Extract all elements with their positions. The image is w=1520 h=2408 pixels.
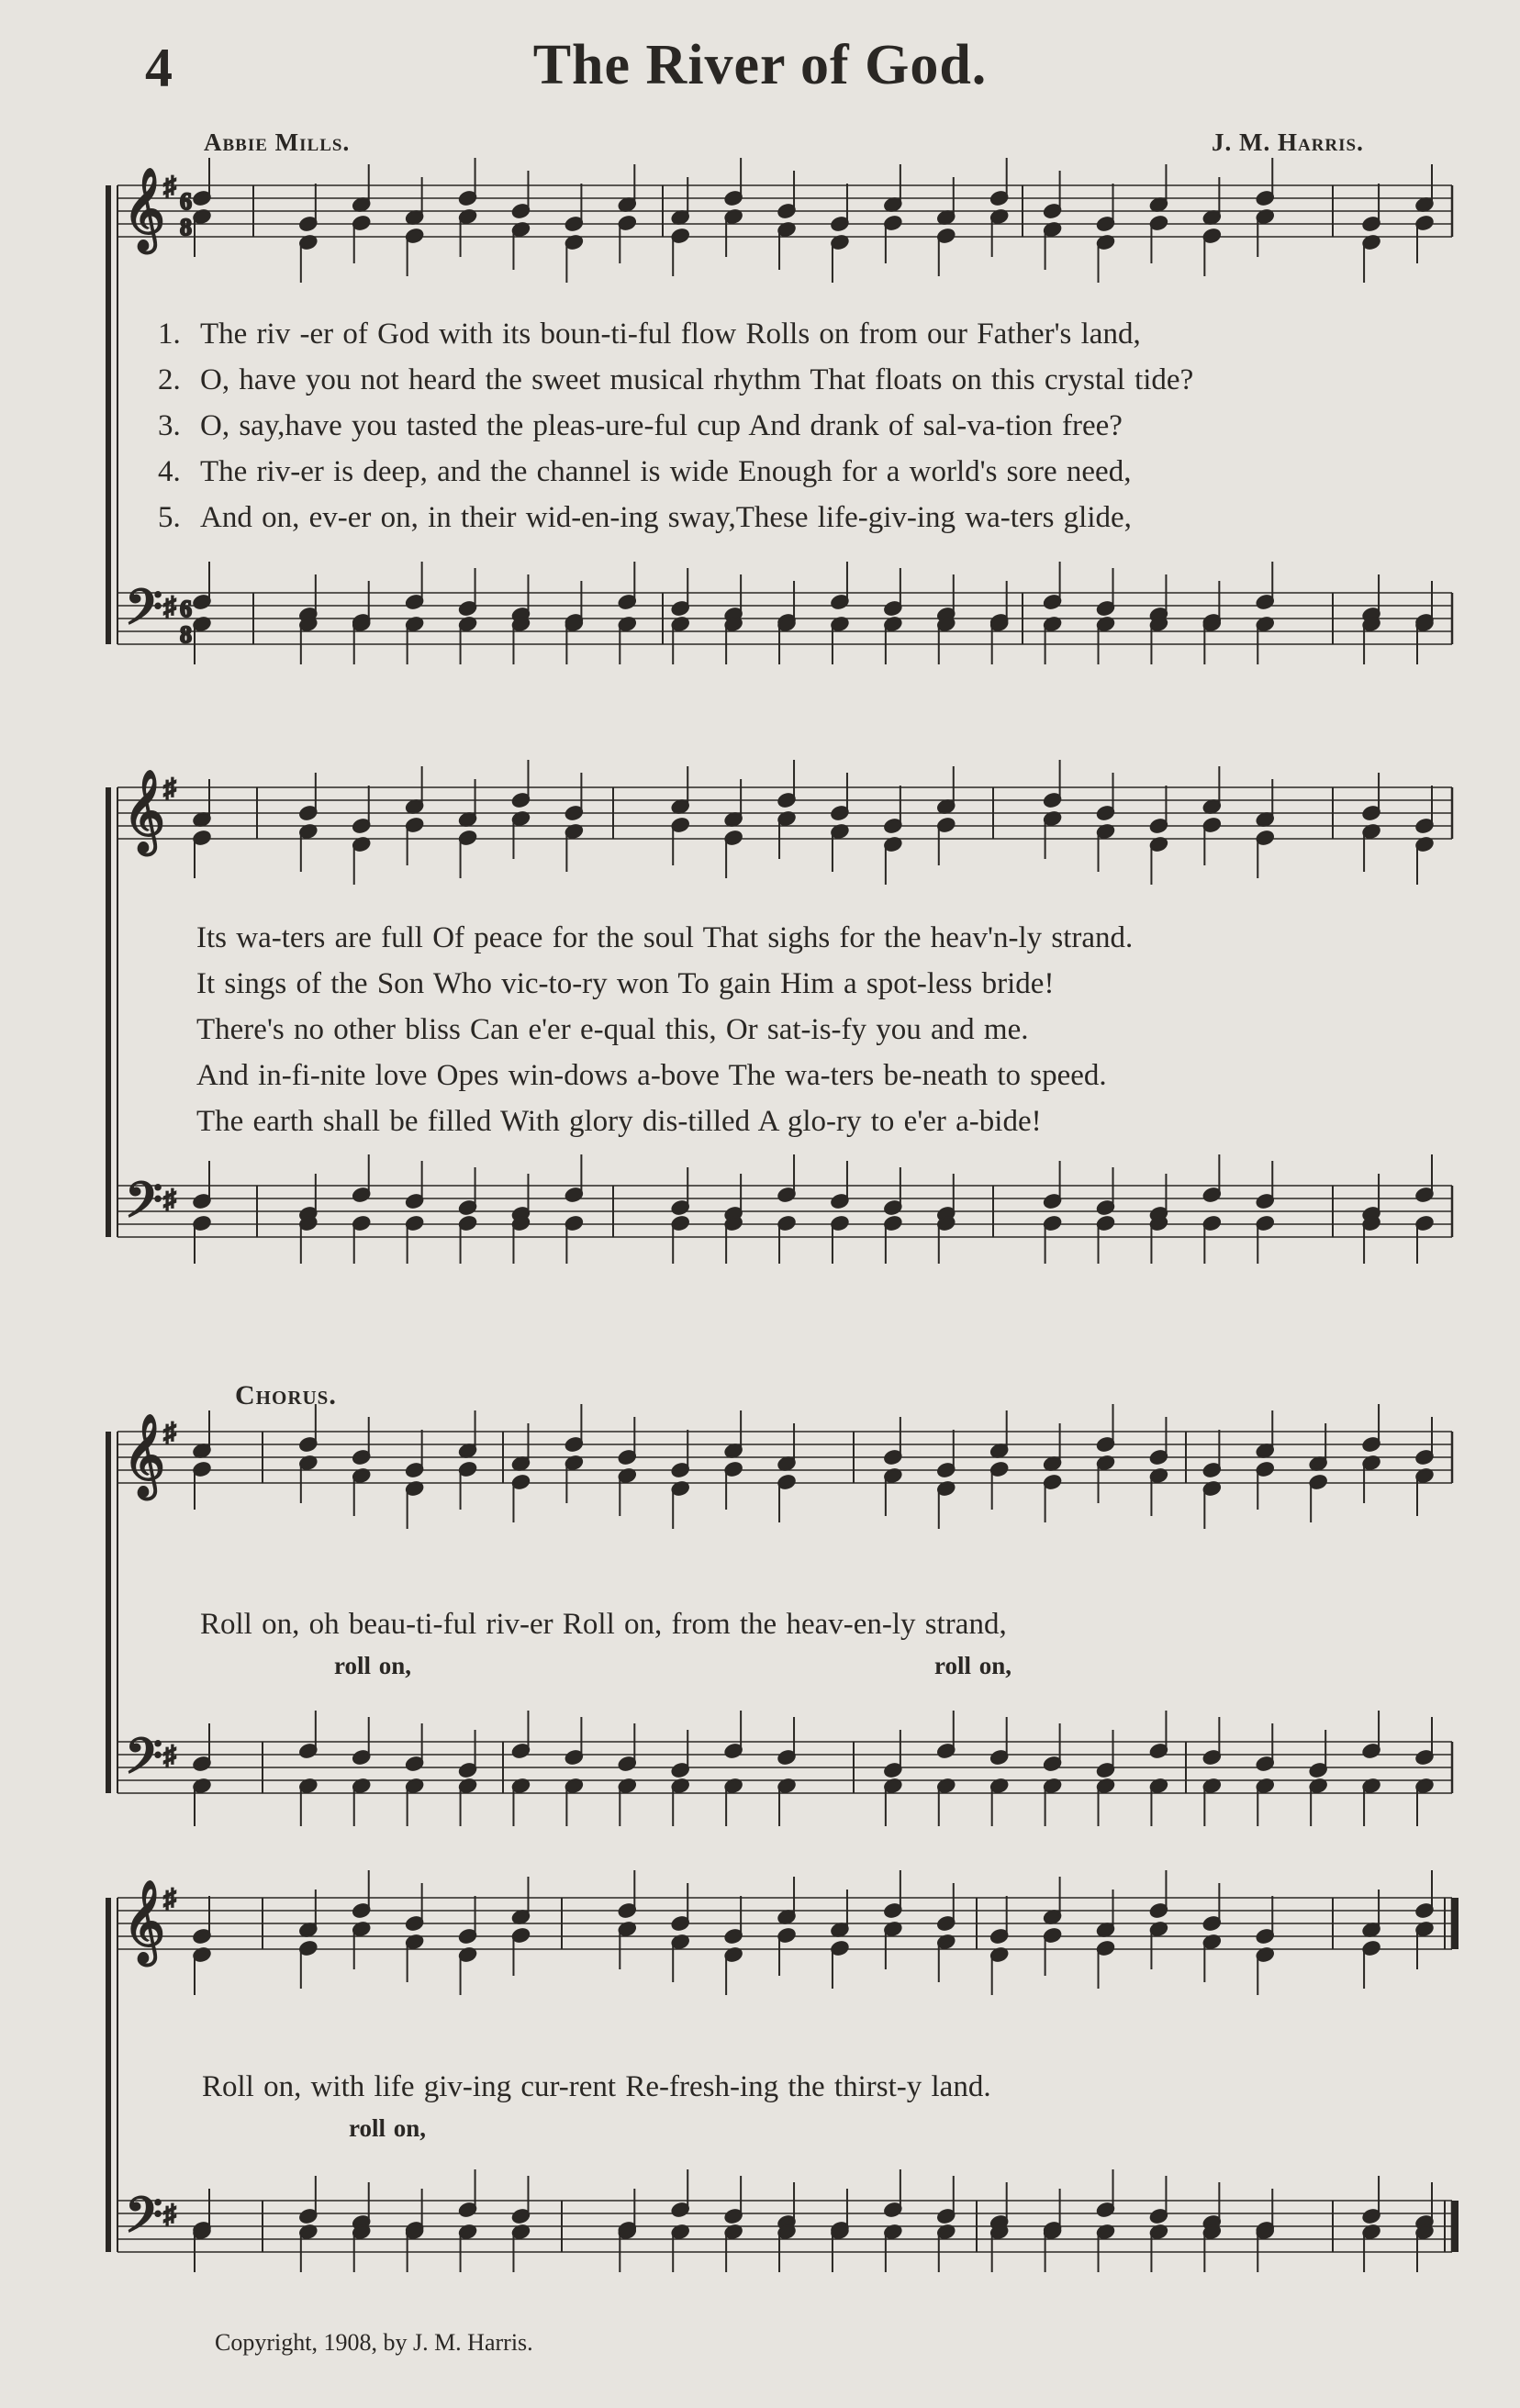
- bass-clef-icon: 𝄢: [125, 2188, 163, 2256]
- verse-5-line-1: 5. And on, ev-er on, in their wid-en-ing sway,These life-giv-ing wa-ters glide,: [158, 501, 1132, 534]
- hymn-title: The River of God.: [532, 34, 988, 96]
- treble-clef-icon: 𝄞: [123, 770, 166, 853]
- treble-clef-icon: 𝄞: [123, 1414, 166, 1497]
- sharp-icon: ♯: [163, 1186, 176, 1214]
- verse-number: 1.: [158, 318, 181, 351]
- composer-credit: J. M. Harris.: [1212, 128, 1364, 156]
- verse-1-line-2: Its wa-ters are full Of peace for the soul That sighs for the heav'n-ly strand.: [196, 921, 1134, 954]
- verse-number: 4.: [158, 455, 181, 488]
- bass-clef-icon: 𝄢: [125, 1173, 163, 1241]
- time-signature: 8: [180, 214, 192, 240]
- treble-clef-icon: 𝄞: [123, 1880, 166, 1963]
- bass-clef-icon: 𝄢: [125, 580, 163, 648]
- copyright-notice: Copyright, 1908, by J. M. Harris.: [215, 2329, 533, 2356]
- chorus-echo-1: roll on,: [334, 1652, 412, 1679]
- sharp-icon: ♯: [163, 593, 176, 621]
- treble-clef-icon: 𝄞: [123, 168, 166, 251]
- sharp-icon: ♯: [163, 1885, 176, 1913]
- verse-number: 5.: [158, 501, 181, 534]
- chorus-echo-3: roll on,: [349, 2114, 427, 2142]
- lyricist-credit: Abbie Mills.: [204, 128, 351, 156]
- sharp-icon: ♯: [163, 775, 176, 803]
- chorus-label: Chorus.: [235, 1380, 337, 1410]
- verse-3-line-2: There's no other bliss Can e'er e-qual this, Or sat-is-fy you and me.: [196, 1013, 1029, 1046]
- time-signature: 8: [180, 621, 192, 648]
- chorus-line-1: Roll on, oh beau-ti-ful riv-er Roll on, from the heav-en-ly strand,: [200, 1608, 1007, 1641]
- sharp-icon: ♯: [163, 1419, 176, 1447]
- time-signature: 6: [180, 188, 192, 215]
- verse-4-line-2: And in-fi-nite love Opes win-dows a-bove The wa-ters be-neath to speed.: [196, 1059, 1107, 1092]
- sharp-icon: ♯: [163, 1742, 176, 1770]
- verse-5-line-2: The earth shall be filled With glory dis-tilled A glo-ry to e'er a-bide!: [196, 1105, 1042, 1138]
- chorus-line-2: Roll on, with life giv-ing cur-rent Re-fresh-ing the thirst-y land.: [202, 2070, 991, 2103]
- verse-4-line-1: 4. The riv-er is deep, and the channel is wide Enough for a world's sore need,: [158, 455, 1132, 488]
- chorus-echo-2: roll on,: [934, 1652, 1012, 1679]
- verse-3-line-1: 3. O, say,have you tasted the pleas-ure-ful cup And drank of sal-va-tion free?: [158, 409, 1123, 442]
- verse-number: 3.: [158, 409, 181, 442]
- music-system: [108, 760, 1452, 1264]
- verse-1-line-1: 1. The riv -er of God with its boun-ti-ful flow Rolls on from our Father's land,: [158, 318, 1141, 351]
- sharp-icon: ♯: [163, 173, 176, 201]
- verse-2-line-2: It sings of the Son Who vic-to-ry won To gain Him a spot-less bride!: [196, 967, 1055, 1000]
- bass-clef-icon: 𝄢: [125, 1729, 163, 1797]
- verse-2-line-1: 2. O, have you not heard the sweet musical rhythm That floats on this crystal tide?: [158, 363, 1194, 396]
- sharp-icon: ♯: [163, 2201, 176, 2229]
- page-number: 4: [145, 38, 173, 98]
- time-signature: 6: [180, 596, 192, 622]
- verse-number: 2.: [158, 363, 181, 396]
